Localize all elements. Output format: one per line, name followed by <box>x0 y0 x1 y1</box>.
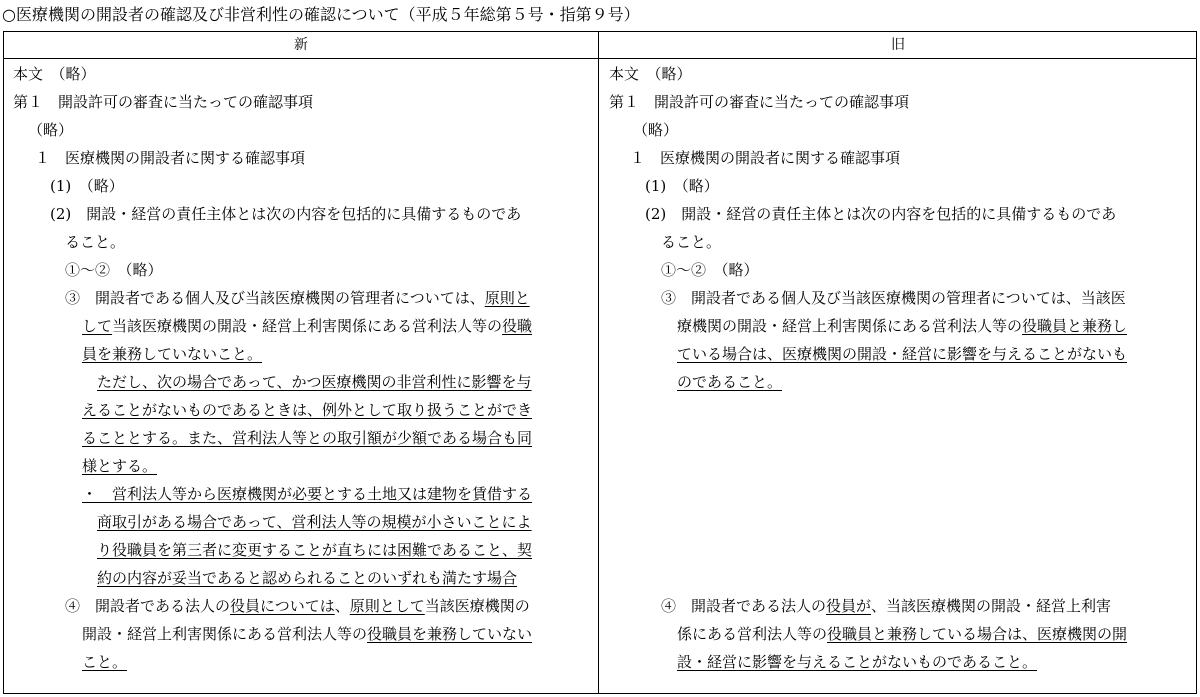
old-line-circ-4-cont-2: 設・経営に影響を与えることがないものであること。 <box>677 653 1038 671</box>
new-line-sub-2-cont: ること。 <box>65 233 126 251</box>
new-line-sub-1: (1) （略） <box>50 177 124 195</box>
new-line-circ-1-2: ①～② （略） <box>65 261 163 279</box>
new-line-honbun: 本文 （略） <box>13 65 96 83</box>
new-line-section-1: 第１ 開設許可の審査に当たっての確認事項 <box>13 93 314 111</box>
old-line-sub-2: (2) 開設・経営の責任主体とは次の内容を包括的に具備するものであ <box>645 205 1117 223</box>
new-line-circ-4-cont-1: 開設・経営上利害関係にある営利法人等の役職員を兼務していない <box>82 625 533 643</box>
new-line-sub-2: (2) 開設・経営の責任主体とは次の内容を包括的に具備するものであ <box>50 205 522 223</box>
old-line-sub-2-cont: ること。 <box>661 233 722 251</box>
old-line-section-1: 第１ 開設許可の審査に当たっての確認事項 <box>609 93 910 111</box>
old-line-circ-3-cont-1: 療機関の開設・経営上利害関係にある営利法人等の役職員と兼務し <box>677 317 1128 335</box>
old-line-circ-4-cont-1: 係にある営利法人等の役職員と兼務している場合は、医療機関の開 <box>677 625 1128 643</box>
column-header-new: 新 <box>294 37 308 53</box>
new-line-item-1: １ 医療機関の開設者に関する確認事項 <box>35 149 306 167</box>
old-line-circ-1-2: ①～② （略） <box>661 261 759 279</box>
new-line-bullet-4: 約の内容が妥当であると認められることのいずれも満たす場合 <box>97 569 518 587</box>
new-line-circ-4-cont-2: こと。 <box>82 653 128 671</box>
new-line-proviso-4: 様とする。 <box>82 457 158 475</box>
new-line-bullet-3: り役職員を第三者に変更することが直ちには困難であること、契 <box>97 541 533 559</box>
old-line-circ-3: ③ 開設者である個人及び当該医療機関の管理者については、当該医 <box>661 289 1126 307</box>
old-line-ryaku: （略） <box>633 121 679 139</box>
column-header-old: 旧 <box>891 37 905 53</box>
old-line-circ-3-cont-2: ている場合は、医療機関の開設・経営に影響を与えることがないも <box>677 345 1128 363</box>
old-line-item-1: １ 医療機関の開設者に関する確認事項 <box>630 149 901 167</box>
old-line-honbun: 本文 （略） <box>609 65 692 83</box>
new-line-proviso-2: えることがないものであるときは、例外として取り扱うことができ <box>82 401 533 419</box>
new-line-circ-3-cont-1: して当該医療機関の開設・経営上利害関係にある営利法人等の役職 <box>82 317 533 335</box>
new-line-ryaku: （略） <box>28 121 74 139</box>
new-line-proviso-1: ただし、次の場合であって、かつ医療機関の非営利性に影響を与 <box>97 373 532 391</box>
column-divider <box>598 32 599 693</box>
old-line-sub-1: (1) （略） <box>645 177 719 195</box>
comparison-table <box>3 31 1197 694</box>
old-line-circ-4: ④ 開設者である法人の役員が、当該医療機関の開設・経営上利害 <box>661 597 1112 615</box>
old-line-circ-3-cont-3: のであること。 <box>677 373 783 391</box>
new-line-bullet-2: 商取引がある場合であって、営利法人等の規模が小さいことによ <box>97 513 532 531</box>
new-line-bullet-1: ・ 営利法人等から医療機関が必要とする土地又は建物を賃借する <box>82 485 533 503</box>
new-line-circ-3-cont-2: 員を兼務していないこと。 <box>82 345 263 363</box>
document-title: ○医療機関の開設者の確認及び非営利性の確認について（平成５年総第５号・指第９号） <box>2 5 640 24</box>
new-line-circ-4: ④ 開設者である法人の役員については、原則として当該医療機関の <box>65 597 530 615</box>
new-line-proviso-3: ることとする。また、営利法人等との取引額が少額である場合も同 <box>82 429 533 447</box>
new-line-circ-3: ③ 開設者である個人及び当該医療機関の管理者については、原則と <box>65 289 530 307</box>
header-divider <box>4 58 1196 59</box>
